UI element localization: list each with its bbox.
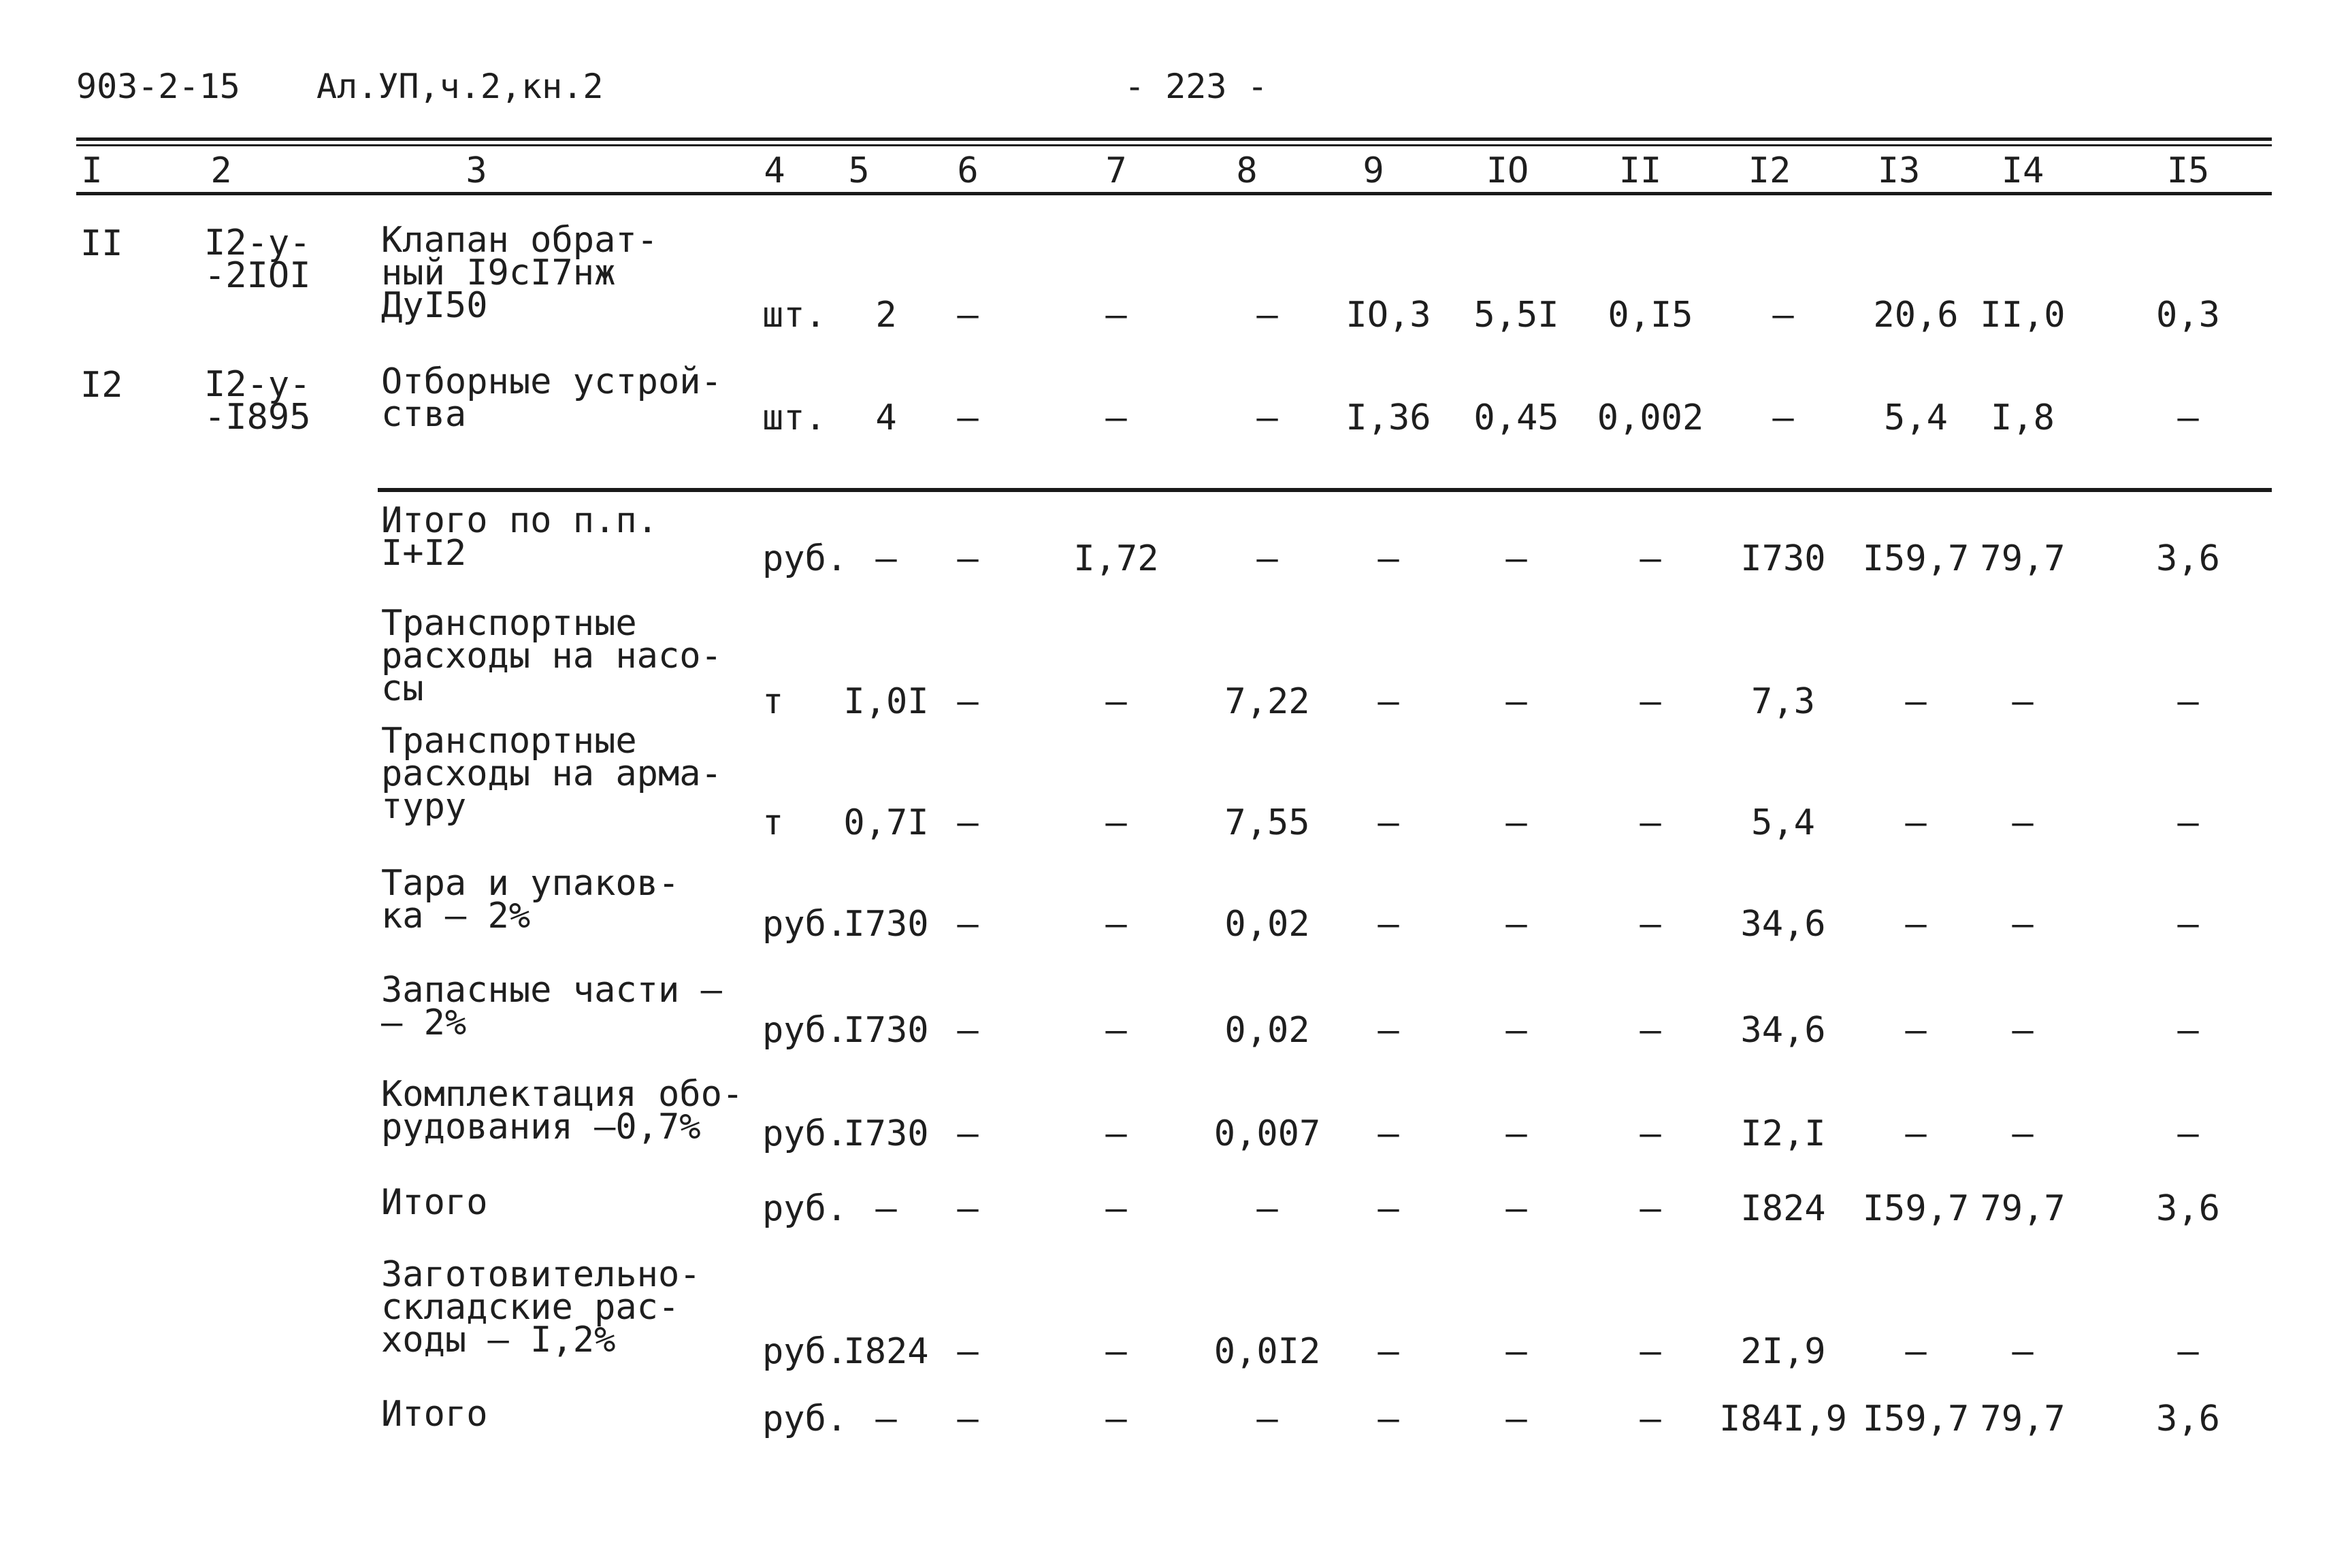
column-header-15: I5 bbox=[2166, 150, 2210, 191]
value-col-11: – bbox=[1640, 538, 1661, 579]
unit: т bbox=[762, 681, 784, 722]
value-col-14: II,0 bbox=[1980, 295, 2066, 336]
column-header-1: I bbox=[81, 150, 103, 191]
column-header-14: I4 bbox=[2001, 150, 2044, 191]
value-col-9: – bbox=[1378, 1399, 1399, 1439]
value-col-9: – bbox=[1378, 1010, 1399, 1051]
value-col-5: – bbox=[875, 1399, 897, 1439]
column-header-9: 9 bbox=[1363, 150, 1384, 191]
value-col-10: 5,5I bbox=[1473, 295, 1559, 336]
value-col-7: – bbox=[1105, 1113, 1127, 1154]
value-col-5: I730 bbox=[843, 1010, 929, 1051]
value-col-7: – bbox=[1105, 802, 1127, 843]
price-code: I2-у- -2IOI bbox=[204, 223, 311, 296]
value-col-6: – bbox=[957, 1399, 979, 1439]
item-name: Заготовительно- складские рас- ходы – I,2% bbox=[381, 1254, 701, 1360]
column-header-5: 5 bbox=[848, 150, 870, 191]
value-col-13: 5,4 bbox=[1884, 397, 1948, 438]
value-col-15: – bbox=[2177, 1331, 2199, 1372]
value-col-11: – bbox=[1640, 1399, 1661, 1439]
column-header-12: I2 bbox=[1748, 150, 1791, 191]
value-col-15: 3,6 bbox=[2156, 1188, 2220, 1229]
value-col-14: – bbox=[2012, 802, 2034, 843]
value-col-15: 3,6 bbox=[2156, 1399, 2220, 1439]
value-col-7: – bbox=[1105, 397, 1127, 438]
value-col-7: I,72 bbox=[1073, 538, 1159, 579]
value-col-12: – bbox=[1772, 397, 1794, 438]
value-col-8: 0,02 bbox=[1224, 1010, 1310, 1051]
row-number: I2 bbox=[80, 365, 123, 406]
item-name: Итого по п.п. I+I2 bbox=[381, 500, 658, 574]
unit: руб. bbox=[762, 1188, 848, 1229]
page-number: - 223 - bbox=[1124, 67, 1268, 106]
value-col-7: – bbox=[1105, 1188, 1127, 1229]
value-col-13: – bbox=[1905, 1010, 1927, 1051]
value-col-6: – bbox=[957, 295, 979, 336]
value-col-14: 79,7 bbox=[1980, 1188, 2066, 1229]
value-col-9: – bbox=[1378, 538, 1399, 579]
unit: т bbox=[762, 802, 784, 843]
column-header-11: II bbox=[1618, 150, 1662, 191]
price-code: I2-у- -I895 bbox=[204, 364, 311, 438]
value-col-15: 0,3 bbox=[2156, 295, 2220, 336]
value-col-9: – bbox=[1378, 1113, 1399, 1154]
value-col-12: 2I,9 bbox=[1740, 1331, 1826, 1372]
value-col-10: – bbox=[1505, 538, 1527, 579]
value-col-8: – bbox=[1256, 1399, 1278, 1439]
column-header-2: 2 bbox=[210, 150, 232, 191]
item-name: Отборные устрой- ства bbox=[381, 361, 722, 435]
value-col-5: 4 bbox=[875, 397, 897, 438]
value-col-12: 7,3 bbox=[1751, 681, 1815, 722]
header-rule-bottom bbox=[76, 192, 2272, 195]
value-col-14: 79,7 bbox=[1980, 538, 2066, 579]
value-col-13: – bbox=[1905, 1331, 1927, 1372]
unit: руб. bbox=[762, 1113, 848, 1154]
value-col-10: – bbox=[1505, 1010, 1527, 1051]
value-col-5: I,0I bbox=[843, 681, 929, 722]
value-col-11: – bbox=[1640, 904, 1661, 945]
unit: руб. bbox=[762, 1399, 848, 1439]
value-col-11: – bbox=[1640, 1331, 1661, 1372]
value-col-7: – bbox=[1105, 1399, 1127, 1439]
item-name: Комплектация обо- рудования –0,7% bbox=[381, 1074, 744, 1147]
unit: шт. bbox=[762, 397, 826, 438]
value-col-8: 0,007 bbox=[1213, 1113, 1321, 1154]
value-col-10: – bbox=[1505, 1113, 1527, 1154]
value-col-8: – bbox=[1256, 397, 1278, 438]
value-col-7: – bbox=[1105, 904, 1127, 945]
item-name: Запасные части – – 2% bbox=[381, 970, 722, 1043]
value-col-15: – bbox=[2177, 802, 2199, 843]
value-col-10: – bbox=[1505, 681, 1527, 722]
value-col-6: – bbox=[957, 802, 979, 843]
unit: руб. bbox=[762, 904, 848, 945]
header-rule-top bbox=[76, 137, 2272, 141]
value-col-5: I824 bbox=[843, 1331, 929, 1372]
item-name: Тара и упаков- ка – 2% bbox=[381, 863, 680, 936]
value-col-12: – bbox=[1772, 295, 1794, 336]
value-col-15: 3,6 bbox=[2156, 538, 2220, 579]
value-col-10: 0,45 bbox=[1473, 397, 1559, 438]
value-col-9: – bbox=[1378, 681, 1399, 722]
column-header-8: 8 bbox=[1236, 150, 1258, 191]
value-col-6: – bbox=[957, 1113, 979, 1154]
value-col-13: – bbox=[1905, 802, 1927, 843]
value-col-5: – bbox=[875, 1188, 897, 1229]
value-col-10: – bbox=[1505, 1188, 1527, 1229]
value-col-6: – bbox=[957, 397, 979, 438]
column-header-4: 4 bbox=[764, 150, 785, 191]
value-col-11: 0,002 bbox=[1597, 397, 1704, 438]
value-col-10: – bbox=[1505, 802, 1527, 843]
value-col-10: – bbox=[1505, 1331, 1527, 1372]
value-col-11: – bbox=[1640, 802, 1661, 843]
value-col-8: – bbox=[1256, 538, 1278, 579]
value-col-13: 20,6 bbox=[1873, 295, 1959, 336]
value-col-12: I2,I bbox=[1740, 1113, 1826, 1154]
value-col-9: – bbox=[1378, 1331, 1399, 1372]
item-name: Транспортные расходы на насо- сы bbox=[381, 603, 722, 709]
value-col-6: – bbox=[957, 1188, 979, 1229]
value-col-15: – bbox=[2177, 681, 2199, 722]
value-col-5: I730 bbox=[843, 904, 929, 945]
value-col-5: I730 bbox=[843, 1113, 929, 1154]
value-col-9: – bbox=[1378, 802, 1399, 843]
item-name: Итого bbox=[381, 1394, 488, 1435]
value-col-11: – bbox=[1640, 1188, 1661, 1229]
value-col-12: I84I,9 bbox=[1719, 1399, 1847, 1439]
column-header-13: I3 bbox=[1877, 150, 1921, 191]
item-name: Транспортные расходы на арма- туру bbox=[381, 721, 722, 827]
value-col-11: – bbox=[1640, 1010, 1661, 1051]
value-col-12: 5,4 bbox=[1751, 802, 1815, 843]
value-col-9: – bbox=[1378, 904, 1399, 945]
value-col-13: I59,7 bbox=[1862, 538, 1970, 579]
value-col-13: – bbox=[1905, 904, 1927, 945]
item-name: Клапан обрат- ный I9cI7нж ДуI50 bbox=[381, 220, 658, 326]
unit: руб. bbox=[762, 1010, 848, 1051]
value-col-9: – bbox=[1378, 1188, 1399, 1229]
value-col-12: I824 bbox=[1740, 1188, 1826, 1229]
value-col-9: IO,3 bbox=[1346, 295, 1431, 336]
column-header-7: 7 bbox=[1105, 150, 1127, 191]
column-header-10: IO bbox=[1486, 150, 1529, 191]
value-col-15: – bbox=[2177, 1113, 2199, 1154]
value-col-10: – bbox=[1505, 904, 1527, 945]
value-col-11: – bbox=[1640, 681, 1661, 722]
header-rule-double bbox=[76, 144, 2272, 146]
value-col-8: – bbox=[1256, 295, 1278, 336]
value-col-5: – bbox=[875, 538, 897, 579]
value-col-12: 34,6 bbox=[1740, 1010, 1826, 1051]
unit: руб. bbox=[762, 538, 848, 579]
album-reference: Ал.УП,ч.2,кн.2 bbox=[316, 67, 604, 106]
value-col-13: I59,7 bbox=[1862, 1399, 1970, 1439]
item-name: Итого bbox=[381, 1182, 488, 1223]
column-header-6: 6 bbox=[957, 150, 979, 191]
value-col-15: – bbox=[2177, 397, 2199, 438]
value-col-8: 7,55 bbox=[1224, 802, 1310, 843]
value-col-13: I59,7 bbox=[1862, 1188, 1970, 1229]
value-col-6: – bbox=[957, 1331, 979, 1372]
value-col-7: – bbox=[1105, 681, 1127, 722]
value-col-7: – bbox=[1105, 1010, 1127, 1051]
value-col-12: 34,6 bbox=[1740, 904, 1826, 945]
value-col-7: – bbox=[1105, 1331, 1127, 1372]
value-col-6: – bbox=[957, 904, 979, 945]
value-col-5: 2 bbox=[875, 295, 897, 336]
value-col-8: 0,02 bbox=[1224, 904, 1310, 945]
value-col-14: 79,7 bbox=[1980, 1399, 2066, 1439]
value-col-7: – bbox=[1105, 295, 1127, 336]
value-col-14: – bbox=[2012, 681, 2034, 722]
row-number: II bbox=[80, 223, 123, 264]
value-col-15: – bbox=[2177, 1010, 2199, 1051]
value-col-14: – bbox=[2012, 1331, 2034, 1372]
column-header-3: 3 bbox=[466, 150, 487, 191]
value-col-9: I,36 bbox=[1346, 397, 1431, 438]
value-col-13: – bbox=[1905, 681, 1927, 722]
unit: шт. bbox=[762, 295, 826, 336]
value-col-13: – bbox=[1905, 1113, 1927, 1154]
value-col-8: – bbox=[1256, 1188, 1278, 1229]
value-col-14: – bbox=[2012, 904, 2034, 945]
value-col-8: 0,0I2 bbox=[1213, 1331, 1321, 1372]
value-col-14: I,8 bbox=[1991, 397, 2055, 438]
value-col-14: – bbox=[2012, 1010, 2034, 1051]
value-col-5: 0,7I bbox=[843, 802, 929, 843]
value-col-11: 0,I5 bbox=[1608, 295, 1693, 336]
value-col-15: – bbox=[2177, 904, 2199, 945]
value-col-6: – bbox=[957, 681, 979, 722]
value-col-14: – bbox=[2012, 1113, 2034, 1154]
value-col-12: I730 bbox=[1740, 538, 1826, 579]
unit: руб. bbox=[762, 1331, 848, 1372]
value-col-8: 7,22 bbox=[1224, 681, 1310, 722]
section-rule bbox=[378, 488, 2272, 492]
value-col-6: – bbox=[957, 538, 979, 579]
value-col-11: – bbox=[1640, 1113, 1661, 1154]
value-col-6: – bbox=[957, 1010, 979, 1051]
document-code: 903-2-15 bbox=[76, 67, 240, 106]
value-col-10: – bbox=[1505, 1399, 1527, 1439]
